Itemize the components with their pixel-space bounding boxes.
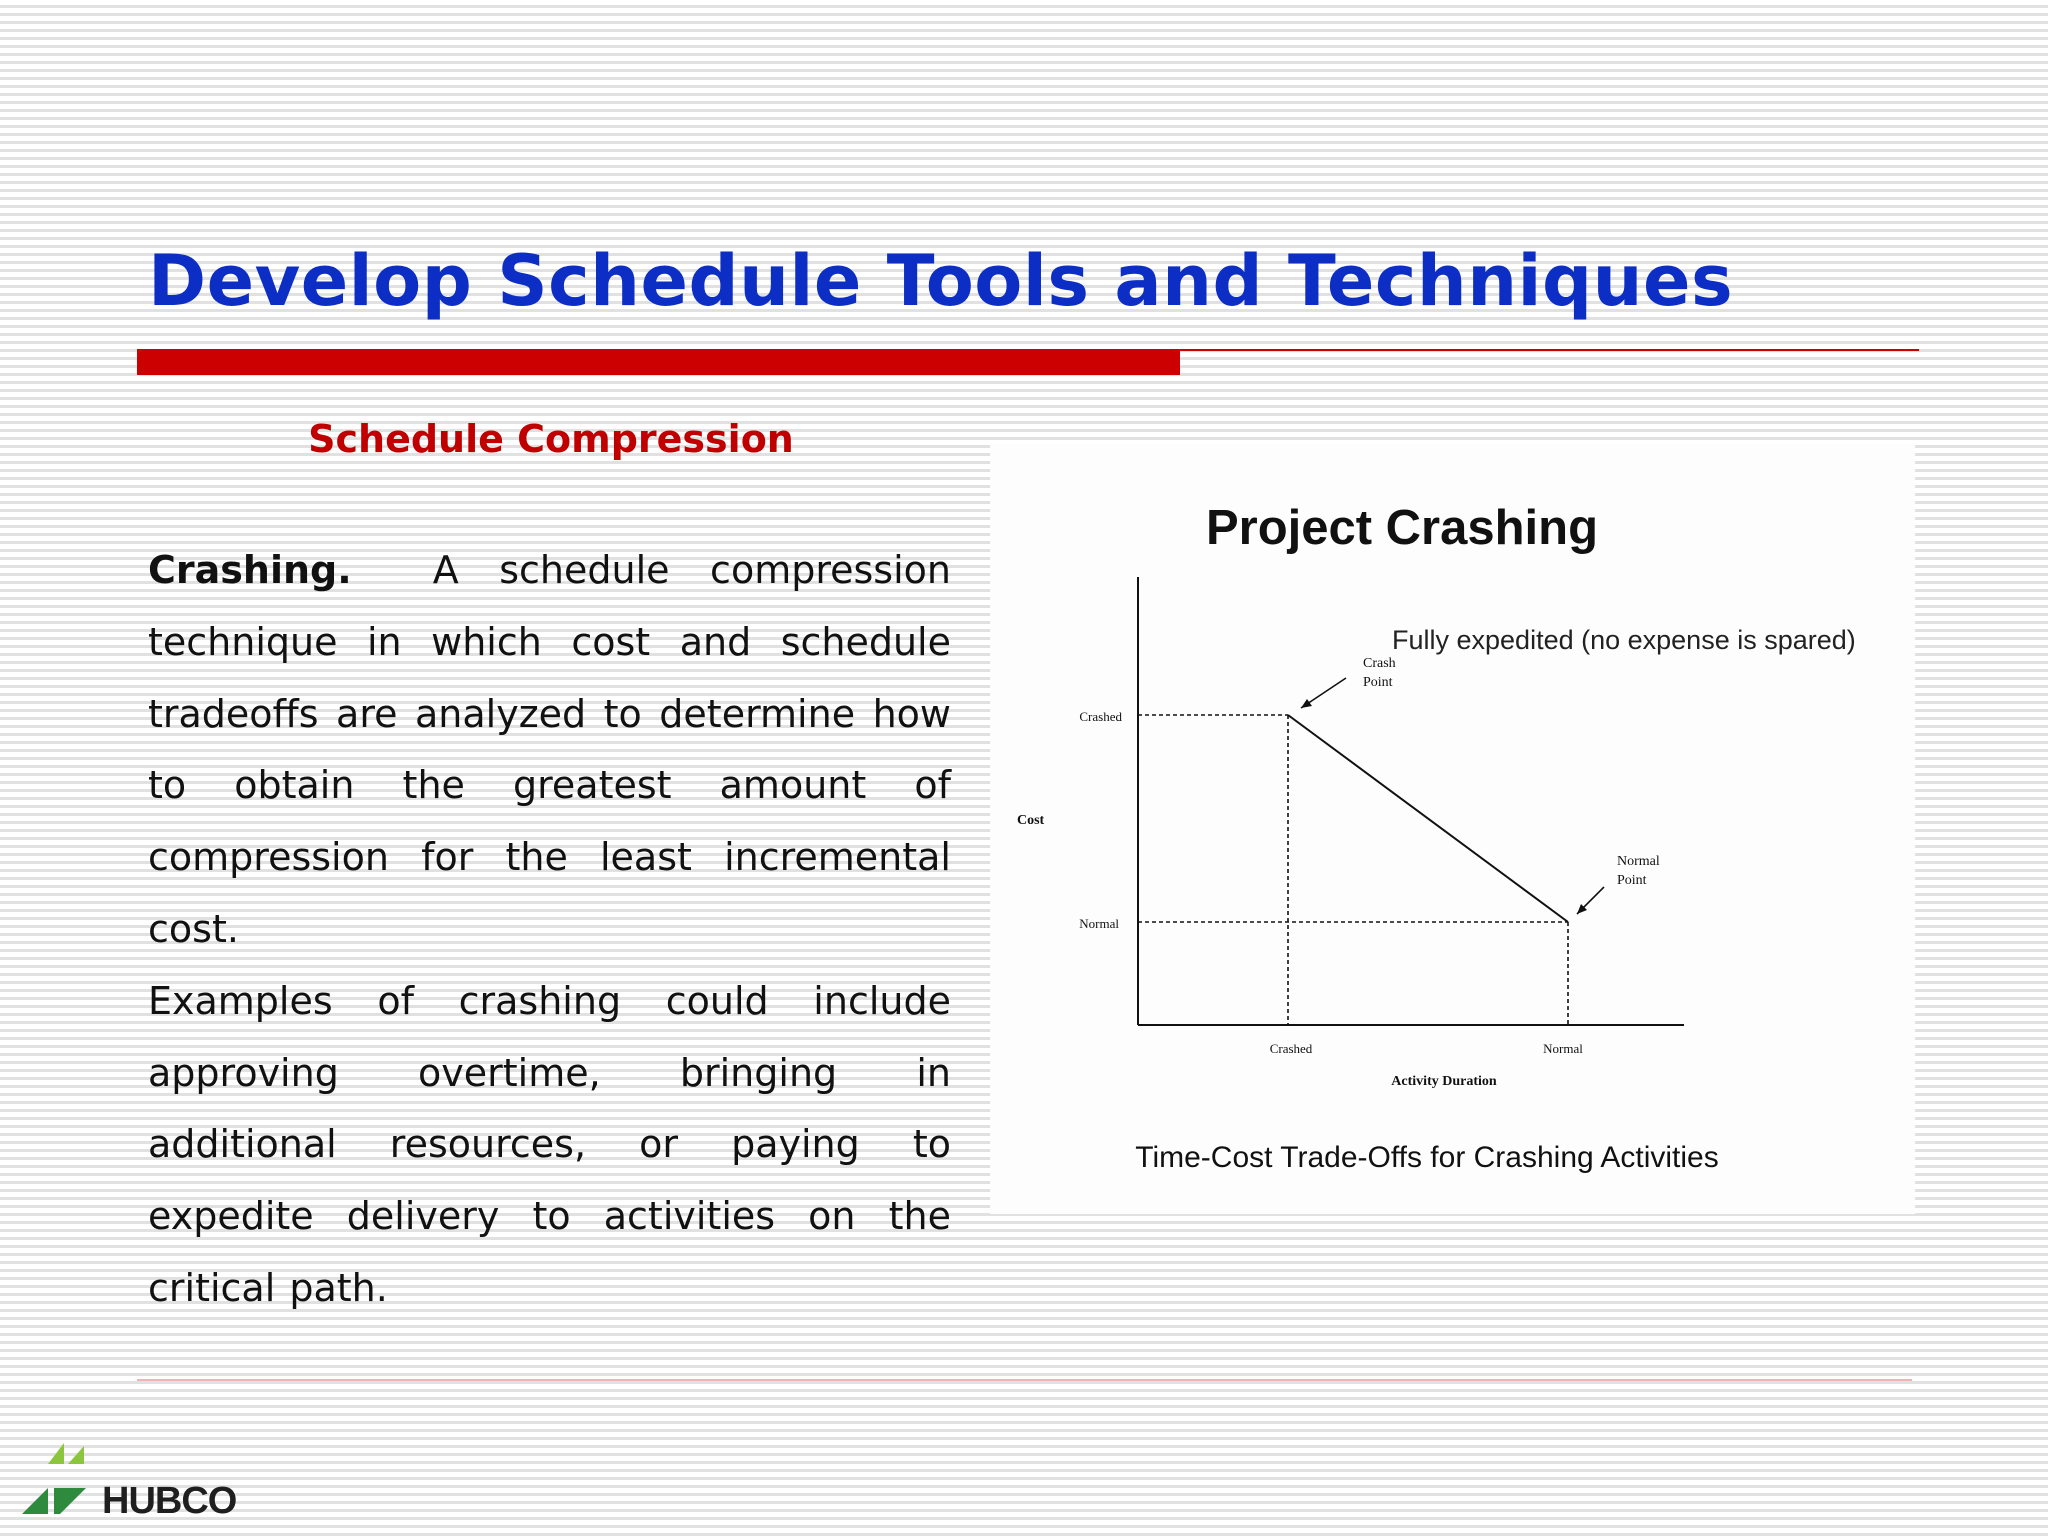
crash-point-label-line2: Point [1363,675,1393,690]
title-underline-thick [137,351,1180,375]
y-tick-normal: Normal [1079,916,1119,931]
hubco-logo [20,1440,237,1522]
logo-upper-right-triangle [68,1446,84,1464]
figure-caption: Time-Cost Trade-Offs for Crashing Activities [1135,1141,1719,1174]
footer-divider [137,1379,1912,1381]
y-tick-crashed: Crashed [1079,709,1122,724]
logo-lower-right-triangle [54,1488,86,1514]
normal-point-label-line2: Point [1617,873,1647,888]
definition-text: A schedule compression technique in which cost and schedule tradeoffs are analyzed to determine how to obtain the greatest amount of compression for the least incremental cost. [148,548,951,951]
normal-point-label-line1: Normal [1617,854,1660,869]
time-cost-tradeoff-line [1288,715,1568,922]
fully-expedited-annotation: Fully expedited (no expense is spared) [1392,625,1856,655]
examples-paragraph: Examples of crashing could include approving overtime, bringing in additional resources, or paying to expedite delivery to activities on the critical path. [148,978,951,1310]
figure-title: Project Crashing [1205,501,1599,555]
logo-upper-left-triangle [48,1443,64,1464]
project-crashing-figure [990,444,1915,1214]
slide-title: Develop Schedule Tools and Techniques [148,240,1734,322]
crash-point-label [1363,656,1399,690]
section-subtitle: Schedule Compression [308,417,794,461]
y-axis-label: Cost [1017,813,1045,828]
body-text [148,535,951,1325]
x-tick-normal: Normal [1543,1041,1583,1056]
x-tick-crashed: Crashed [1269,1041,1313,1056]
hubco-logo-mark [20,1440,100,1520]
term-crashing: Crashing. [148,548,352,592]
logo-wordmark: HUBCO [102,1480,237,1522]
normal-point-label [1617,854,1663,888]
logo-lower-left-triangle [22,1488,48,1514]
definition-paragraph [148,535,951,966]
crash-point-arrowhead [1301,699,1312,708]
x-axis-label: Activity Duration [1391,1074,1497,1089]
crashing-chart [990,444,1915,1214]
crash-point-label-line1: Crash [1363,656,1396,671]
